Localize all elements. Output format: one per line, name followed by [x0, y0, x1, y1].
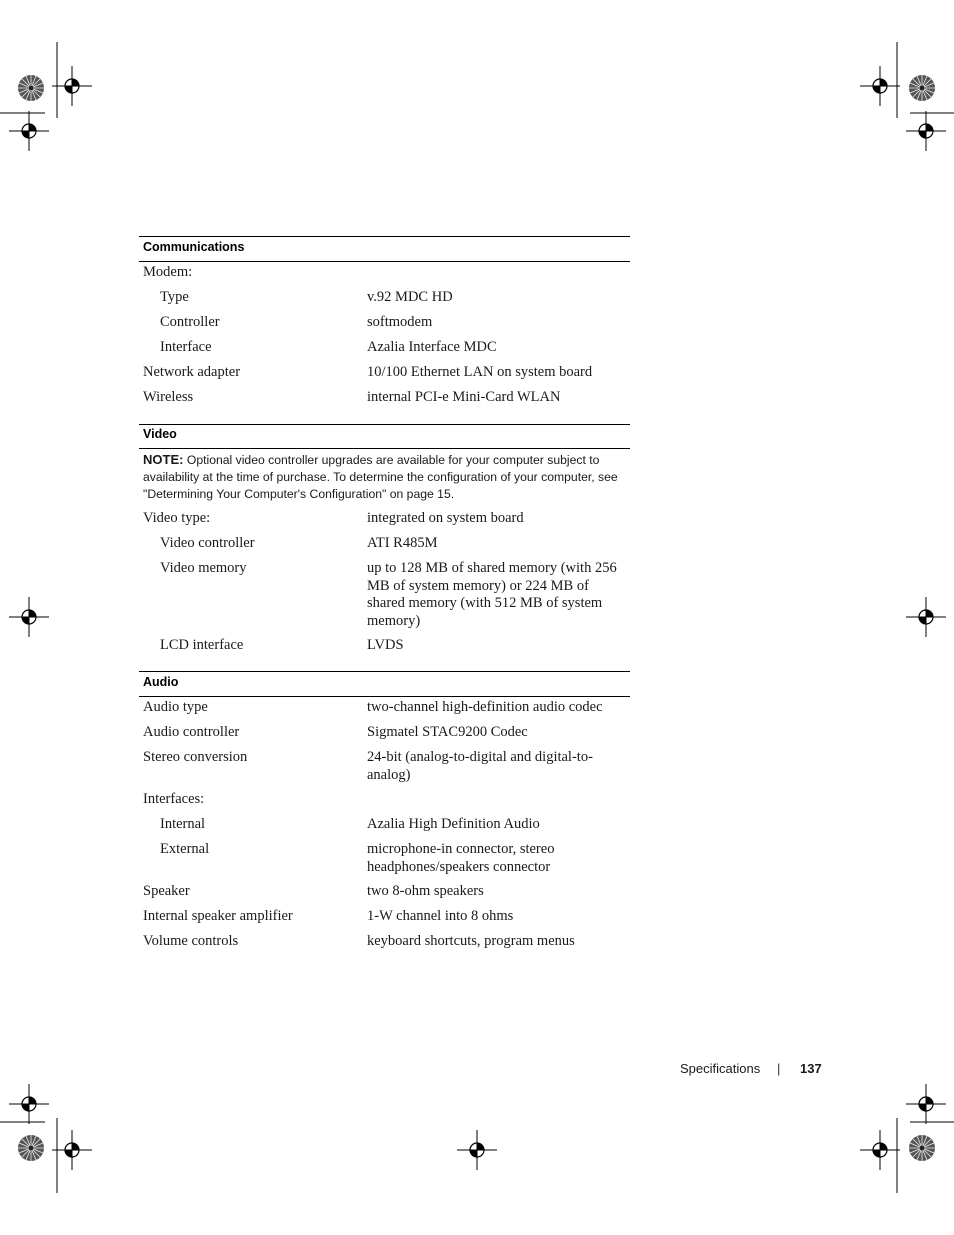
spec-value: two 8-ohm speakers — [367, 883, 484, 899]
spec-value: microphone-in connector, stereo headphones/speakers connector — [367, 841, 555, 875]
spec-label: Audio controller — [143, 724, 240, 740]
spec-value: Azalia Interface MDC — [367, 339, 497, 355]
section-rule-bottom — [139, 696, 630, 697]
footer-section-name: Specifications — [680, 1061, 761, 1076]
section-heading-video: Video — [143, 427, 177, 441]
spec-label: Interface — [160, 339, 212, 355]
footer-separator: | — [777, 1061, 781, 1076]
spec-label: Network adapter — [143, 364, 241, 380]
spec-label: Audio type — [143, 699, 208, 715]
spec-value: 10/100 Ethernet LAN on system board — [367, 364, 593, 380]
spec-value: 1-W channel into 8 ohms — [367, 908, 514, 924]
spec-value: internal PCI-e Mini-Card WLAN — [367, 389, 561, 405]
spec-value: 24-bit (analog-to-digital and digital-to-analog) — [367, 749, 593, 783]
note-label: NOTE: — [143, 452, 184, 467]
spec-value: up to 128 MB of shared memory (with 256 MB of system memory) or 224 MB of shared memory (with 512 MB of system memory) — [367, 560, 617, 629]
spec-label: Stereo conversion — [143, 749, 248, 765]
spec-value: LVDS — [367, 637, 404, 653]
section-rule-bottom — [139, 261, 630, 262]
spec-label: Video controller — [160, 535, 255, 551]
section-rule-bottom — [139, 448, 630, 449]
spec-value: v.92 MDC HD — [367, 289, 453, 305]
spec-label: Volume controls — [143, 933, 239, 949]
spec-value: softmodem — [367, 314, 433, 330]
section-heading-audio: Audio — [143, 675, 179, 689]
spec-value: ATI R485M — [367, 535, 438, 551]
section-heading-communications: Communications — [143, 240, 245, 254]
spec-value: Azalia High Definition Audio — [367, 816, 540, 832]
spec-label: LCD interface — [160, 637, 244, 653]
page-number: 137 — [800, 1061, 822, 1076]
spec-label: Modem: — [143, 264, 193, 280]
section-rule-top — [139, 424, 630, 425]
note-text: Optional video controller upgrades are available for your computer subject to availability at the time of purchase. To determine the configuration of your computer, see "Determining Your Computer's Configuration" on page 15. — [143, 453, 618, 501]
spec-label: Interfaces: — [143, 791, 205, 807]
spec-label: Wireless — [143, 389, 194, 405]
spec-label: Video memory — [160, 560, 247, 576]
spec-label: Controller — [160, 314, 220, 330]
note-paragraph — [143, 451, 630, 503]
spec-label: Video type: — [143, 510, 211, 526]
spec-value: keyboard shortcuts, program menus — [367, 933, 575, 949]
spec-value: two-channel high-definition audio codec — [367, 699, 603, 715]
spec-value: Sigmatel STAC9200 Codec — [367, 724, 528, 740]
spec-label: Internal — [160, 816, 206, 832]
section-rule-top — [139, 671, 630, 672]
spec-label: Speaker — [143, 883, 190, 899]
spec-label: Internal speaker amplifier — [143, 908, 293, 924]
spec-label: Type — [160, 289, 189, 305]
spec-label: External — [160, 841, 210, 857]
spec-value: integrated on system board — [367, 510, 524, 526]
section-rule-top — [139, 236, 630, 237]
